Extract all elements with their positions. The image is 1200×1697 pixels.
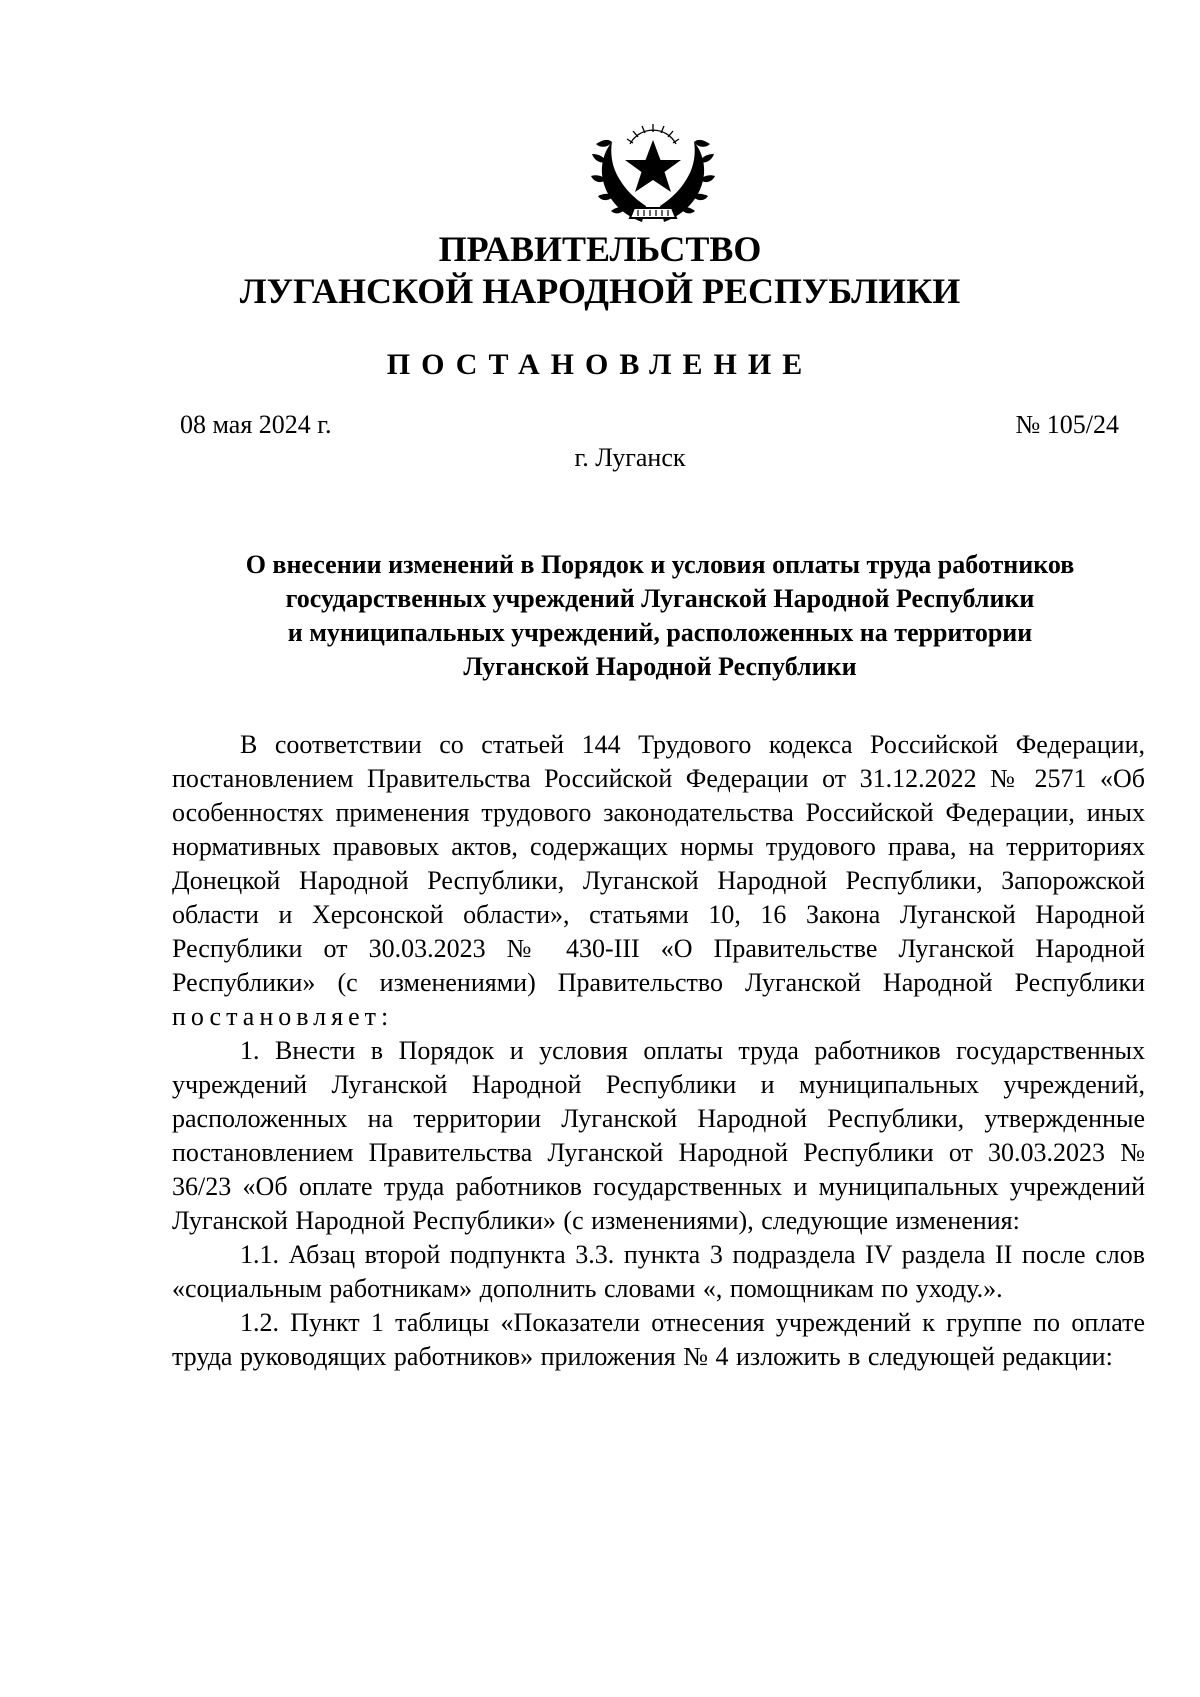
coat-of-arms-icon xyxy=(590,118,716,230)
government-title-line2: ЛУГАНСКОЙ НАРОДНОЙ РЕСПУБЛИКИ xyxy=(239,271,961,311)
document-type: ПОСТАНОВЛЕНИЕ xyxy=(386,348,814,381)
item-1-2-paragraph: 1.2. Пункт 1 таблицы «Показатели отнесения учреждений к группе по оплате труда руководящих работников» приложения № 4 изложить в следующей редакции: xyxy=(172,1308,1145,1371)
subject-line3: и муниципальных учреждений, расположенных на территории xyxy=(287,618,1033,647)
item-1-paragraph: 1. Внести в Порядок и условия оплаты труда работников государственных учреждений Луганской Народной Республики и муниципальных учреждений, расположенных на территории Луганской Народной Республики, утвержденные постановлением Правительства Луганской Народной Республики от 30.03.2023 № 36/23 «Об оплате труда работников государственных и муниципальных учреждений Луганской Народной Республики» (с изменениями), следующие изменения: xyxy=(172,1036,1145,1235)
subject-line4: Луганской Народной Республики xyxy=(463,652,857,681)
document-subject xyxy=(120,548,1200,684)
preamble-paragraph xyxy=(172,728,1145,1034)
subject-line1: О внесении изменений в Порядок и условия оплаты труда работников xyxy=(245,550,1075,579)
item-1-1-paragraph: 1.1. Абзац второй подпункта 3.3. пункта 3 подраздела IV раздела II после слов «социальным работникам» дополнить словами «, помощникам по уходу.». xyxy=(172,1240,1145,1303)
decree-word: постановляет: xyxy=(172,1002,394,1031)
document-date: 08 мая 2024 г. xyxy=(180,410,332,439)
document-city: г. Луганск xyxy=(574,443,686,472)
government-title-line1: ПРАВИТЕЛЬСТВО xyxy=(438,229,762,269)
preamble-text: В соответствии со статьей 144 Трудового кодекса Российской Федерации, постановлением Правительства Российской Федерации от 31.12.2022 № 2571 «Об особенностях применения трудового законодательства Российской Федерации, иных нормативных правовых актов, содержащих нормы трудового права, на территориях Донецкой Народной Республики, Луганской Народной Республики, Запорожской области и Херсонской области», статьями 10, 16 Закона Луганской Народной Республики от 30.03.2023 № 430-III «О Правительстве Луганской Народной Республики» (с изменениями) Правительство Луганской Народной Республики xyxy=(172,730,1145,997)
government-title xyxy=(0,228,1200,312)
subject-line2: государственных учреждений Луганской Народной Республики xyxy=(285,584,1035,613)
document-body xyxy=(172,728,1145,1374)
document-number: № 105/24 xyxy=(1015,410,1119,439)
